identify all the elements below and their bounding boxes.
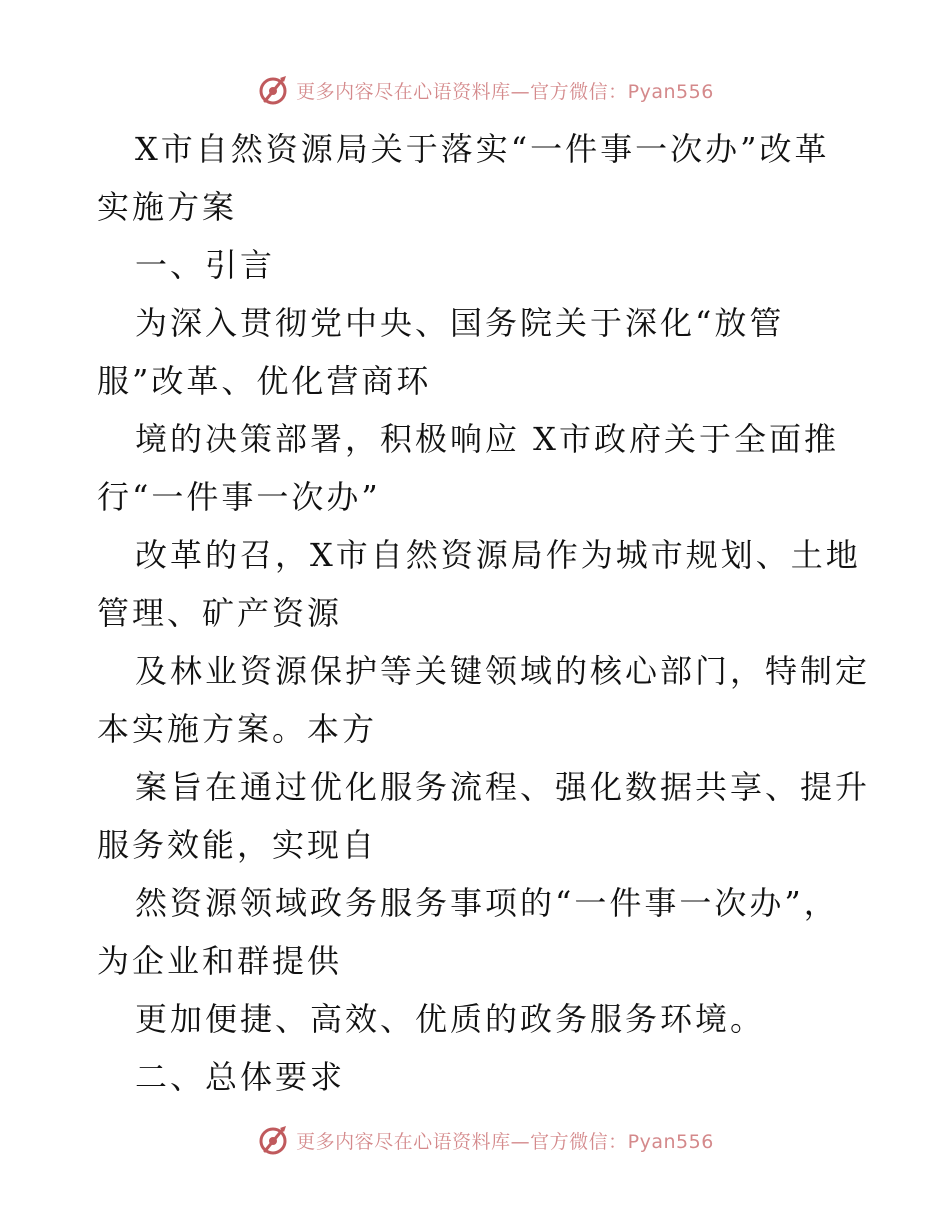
header-watermark xyxy=(0,70,950,110)
text-line: 服务效能，实现自 xyxy=(97,826,378,864)
watermark-text: 更多内容尽在心语资料库—官方微信：Pyan556 xyxy=(296,80,714,103)
watermark-group xyxy=(256,73,714,107)
text-line: 一、引言 xyxy=(135,246,276,284)
text-line: 境的决策部署，积极响应 X市政府关于全面推 xyxy=(135,420,839,458)
text-line: 二、总体要求 xyxy=(135,1058,346,1096)
text-line: 管理、矿产资源 xyxy=(97,594,343,632)
brand-logo-icon xyxy=(256,73,290,107)
text-line: 改革的召，X市自然资源局作为城市规划、土地 xyxy=(135,536,861,574)
footer-watermark xyxy=(0,1120,950,1160)
text-line: 及林业资源保护等关键领域的核心部门，特制定 xyxy=(135,652,871,690)
text-line: 为深入贯彻党中央、国务院关于深化“放管 xyxy=(135,304,785,342)
watermark-text: 更多内容尽在心语资料库—官方微信：Pyan556 xyxy=(296,1130,714,1153)
text-line: 实施方案 xyxy=(97,188,238,226)
text-line: 更加便捷、高效、优质的政务服务环境。 xyxy=(135,1000,766,1038)
text-line: 服”改革、优化营商环 xyxy=(97,362,432,400)
brand-logo-icon xyxy=(256,1123,290,1157)
document-body xyxy=(97,120,871,1106)
text-line: 行“一件事一次办” xyxy=(97,478,381,516)
text-line: 本实施方案。本方 xyxy=(97,710,378,748)
text-line: 案旨在通过优化服务流程、强化数据共享、提升 xyxy=(135,768,871,806)
text-line: X市自然资源局关于落实“一件事一次办”改革 xyxy=(135,130,830,168)
watermark-group xyxy=(256,1123,714,1157)
text-line: 然资源领域政务服务事项的“一件事一次办”， xyxy=(135,884,839,922)
text-line: 为企业和群提供 xyxy=(97,942,343,980)
